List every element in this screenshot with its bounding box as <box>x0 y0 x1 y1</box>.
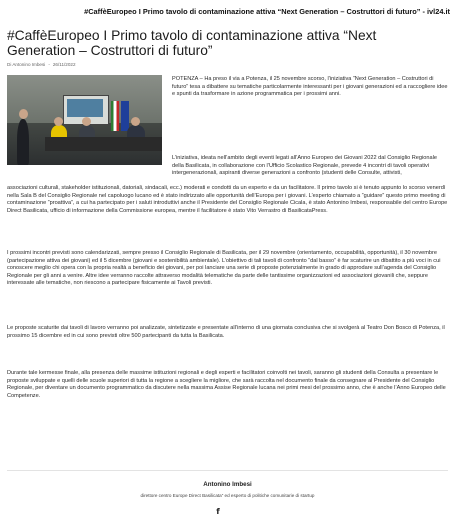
photo-screen-content <box>67 99 103 117</box>
author-bio: direttore centro Europe Direct Basilicata” ed esperto di politiche comunitarie di startup <box>140 493 315 498</box>
meta-separator: - <box>48 62 50 67</box>
photo-flag-italy <box>111 101 119 131</box>
article-paragraph-4: Le proposte scaturite dai tavoli di lavoro verranno poi analizzate, sintetizzate e presentate all’interno di una giornata conclusiva che si svolgerà al Teatro Don Bosco di Potenza, il prossimo 15 dicembre ed in cui sono previsti oltre 500 partecipanti da tutta la Basilicata. <box>7 325 445 339</box>
article-paragraph-1: POTENZA – Ha preso il via a Potenza, il 25 novembre scorso, l’iniziativa “Next Generation – Costruttori di futuro” tesa a dibattere su tematiche particolarmente interessanti per i giovani generazioni ed a raccogliere idee e spunti da trasformare in azione programmatica per i prossimi anni. <box>172 76 448 98</box>
publish-date: 26/11/2022 <box>52 62 76 67</box>
photo-person-head <box>54 117 63 126</box>
author-link[interactable]: Di Antonino Imbesi <box>7 62 46 67</box>
article-paragraph-5: Durante tale kermesse finale, alla presenza delle massime istituzioni regionali e degli esperti e facilitatori coinvolti nei tavoli, saranno gli studenti della Consulta a presentare le proposte sviluppate e quelli delle scuole superiori di tutta la regione a scegliere la migliore, che sarà raccolta nel documento finale da consegnare al Presidente del Consiglio Regionale, per diventare un documento programmatico da discutere nella massima Assise Regionale lucana nei primi mesi del prossimo anno, che è anche l’Anno Europeo delle Competenze. <box>7 370 446 399</box>
article-meta <box>7 62 76 67</box>
browser-title-bar: #CaffèEuropeo I Primo tavolo di contaminazione attiva “Next Generation – Costruttori di futuro” - ivl24.it <box>84 7 450 16</box>
photo-person-head <box>82 117 91 126</box>
article-photo <box>7 75 162 165</box>
photo-person-head <box>19 109 28 119</box>
author-name[interactable]: Antonino Imbesi <box>203 481 252 488</box>
article-paragraph-2a: L’iniziativa, ideata nell’ambito degli eventi legati all’Anno Europeo dei Giovani 2022 dal Consiglio Regionale della Basilicata, in collaborazione con l’Ufficio Scolastico Regionale, prevede 4 incontri di tavoli operativi intergenerazionali, aspiranti diverse generazioni a confronto (studenti delle Consulte, attivisti, <box>172 155 437 177</box>
photo-flag-eu <box>121 101 129 131</box>
photo-person-head <box>131 117 140 126</box>
article-title: #CaffèEuropeo I Primo tavolo di contaminazione attiva “Next Generation – Costruttori di futuro” <box>7 28 377 58</box>
photo-person-standing <box>17 119 29 165</box>
article-paragraph-3: I prossimi incontri previsti sono calendarizzati, sempre presso il Consiglio Regionale di Basilicata, per il 29 novembre (orientamento, occupabilità, opportunità), il 30 novembre (partecipazione attiva dei giovani) ed il 5 dicembre (giovani e sostenibilità ambientale). L’obiettivo di tali tavoli di confronto “dal basso” è far scaturire un dibattito a più voci in cui conoscere meglio chi opera con la propria realtà a beneficio dei giovani, per poi lanciare una serie di proposte potenzialmente in grado di approdare sull’agenda del Consiglio Regionale per gli anni a venire. Altre idee verranno raccolte attraverso modalità telematiche da parte delle tantissime organizzazioni ed associazioni giovanili che, seppure interessate alle tematiche, non riescono a partecipare fisicamente ai Tavoli previsti. <box>7 250 441 287</box>
photo-table <box>45 137 162 151</box>
author-box <box>7 470 448 527</box>
facebook-icon[interactable]: f <box>216 507 220 516</box>
article-paragraph-2b: associazioni culturali, stakeholder istituzionali, datoriali, sindacali, ecc.) moderati e condotti da un esperto e da un facilitatore. Il primo tavolo si è tenuto appunto lo scorso venerdì nella Sala B del Consiglio Regionale nel capoluogo lucano ed è stato indirizzato alle opportunità dell’Europa per i giovani. L’esperto chiamato a “guidare” questo primo meeting di contaminazione “proattiva”, a cui ha partecipato per i saluti introduttivi anche il Presidente del Consiglio Regionale Cicala, è stato Antonino Imbesi, responsabile del centro Europe Direct Basilicata, ufficio di informazione della Commissione europea, mentre il facilitatore è stato Vito Verrastro di BasilicataPress. <box>7 185 448 214</box>
